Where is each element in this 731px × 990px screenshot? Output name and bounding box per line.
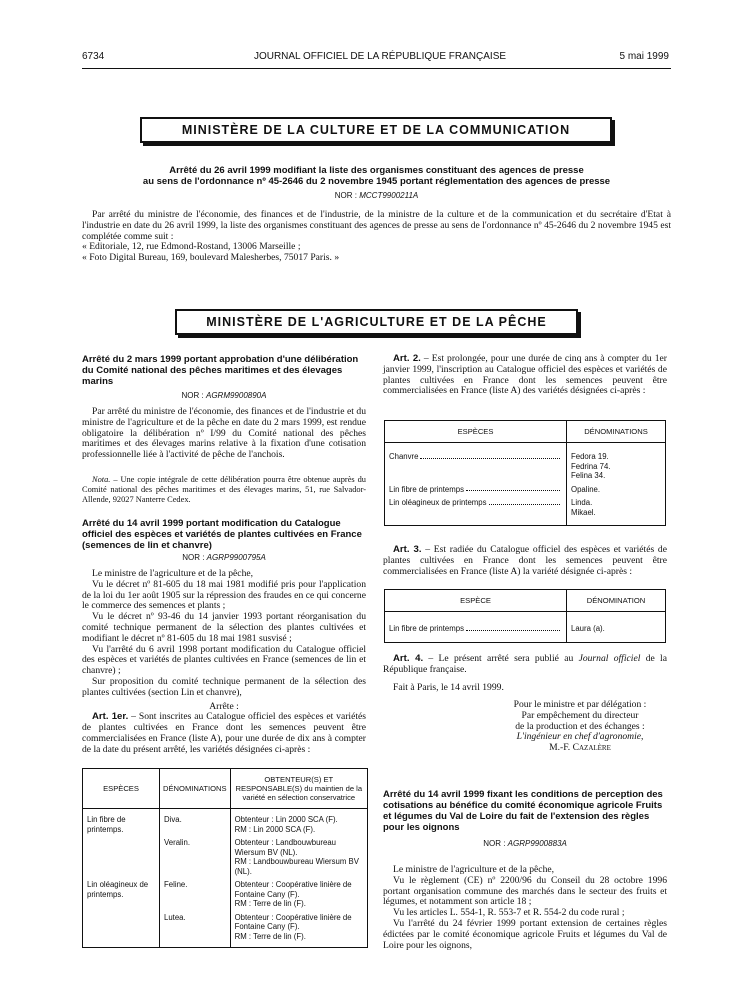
agri-paragraph: Sur proposition du comité technique permanent de la sélection des plantes cultivées (section Lin et chanvre), <box>82 675 366 698</box>
agri-article2-nor <box>82 553 366 562</box>
nor-code: MCCT9900211A <box>359 191 419 200</box>
art4-body: Art. 4. – Le présent arrêté sera publié au Journal officiel de la République française. Fait à Paris, le 14 avril 1999. <box>383 653 667 693</box>
nota-text: – Une copie intégrale de cette délibération pourra être obtenue auprès du Comité national des pêches maritimes et des élevages marins, 51, rue Salvador-Allende, 92027 Nanterre Cedex. <box>82 475 366 504</box>
article-label: Art. 4. <box>393 653 424 664</box>
agri-article2-title: Arrêté du 14 avril 1999 portant modification du Catalogue officiel des espèces et variétés de plantes cultivées en France (semences de lin et chanvre) <box>82 518 362 551</box>
col-header: ESPÈCES <box>83 769 160 809</box>
nor-label: NOR : <box>181 391 204 400</box>
ministry-culture-box: MINISTÈRE DE LA CULTURE ET DE LA COMMUNICATION <box>140 117 612 143</box>
table-cell: Linda. Mikael. <box>571 498 596 517</box>
table-cell: Lin fibre de printemps <box>385 482 567 496</box>
col-header: ESPÈCE <box>385 590 567 612</box>
agri-paragraph: Vu le décret nº 81-605 du 18 mai 1981 modifié pris pour l'application de la loi du 1er août 1905 sur la répression des fraudes en ce qui concerne le commerce des semences et plants ; <box>82 578 366 612</box>
article-label: Art. 3. <box>393 544 422 555</box>
nor-label: NOR : <box>334 191 357 200</box>
col-header: ESPÈCES <box>385 421 567 443</box>
agri-article1-title: Arrêté du 2 mars 1999 portant approbation d'une délibération du Comité national des pêches maritimes et des élevages marins <box>82 354 359 387</box>
agri-article1-nota <box>82 475 366 504</box>
agri-article3-nor <box>383 839 667 848</box>
art2-body <box>383 354 667 397</box>
culture-title-line2: au sens de l'ordonnance nº 45-2646 du 2 novembre 1945 portant réglementation des agences de presse <box>142 176 611 187</box>
nor-code: AGRP9900795A <box>206 553 266 562</box>
agri-paragraph: Vu le règlement (CE) nº 2200/96 du Conseil du 28 octobre 1996 portant organisation commune des marchés dans le secteur des fruits et légumes, et notamment son article 18 ; <box>383 874 667 908</box>
culture-article-title <box>82 165 671 187</box>
table-cell: Veralin. <box>160 835 231 877</box>
table-cell: Obtenteur : Coopérative linière de Fontaine Cany (F). RM : Terre de lin (F). <box>234 880 352 908</box>
nota-label: Nota. <box>92 475 111 484</box>
table-cell: Chanvre <box>385 443 567 482</box>
agri-paragraph: Le ministre de l'agriculture et de la pêche, <box>393 864 555 875</box>
agri-article2-body <box>82 569 366 756</box>
issue-date: 5 mai 1999 <box>619 51 669 62</box>
col-header: DÉNOMINATIONS <box>567 421 666 443</box>
culture-body <box>82 210 671 264</box>
agri-paragraph: Vu l'arrêté du 6 avril 1998 portant modification du Catalogue officiel des espèces et variétés de plantes cultivées en France (semences de lin et chanvre) ; <box>82 643 366 677</box>
table-cell: Lutea. <box>160 910 231 948</box>
agri-paragraph: Vu les articles L. 554-1, R. 553-7 et R. 554-2 du code rural ; <box>393 907 625 919</box>
nor-label: NOR : <box>182 553 205 562</box>
nor-code: AGRM9900890A <box>205 391 267 400</box>
table-cell: Obtenteur : Coopérative linière de Fontaine Cany (F). RM : Terre de lin (F). <box>234 912 352 941</box>
arrete-label: Arrête : <box>209 700 239 712</box>
table-cell <box>83 835 160 877</box>
agri-paragraph: Vu le décret nº 93-46 du 14 janvier 1993 portant réorganisation du comité technique permanent de la sélection des plantes cultivées et modifiant le décret nº 81-605 du 18 mai 1981 susvisé ; <box>82 611 366 644</box>
journal-title: JOURNAL OFFICIEL DE LA RÉPUBLIQUE FRANÇAISE <box>253 51 507 62</box>
culture-nor <box>82 191 671 200</box>
ministry-agriculture-box: MINISTÈRE DE L'AGRICULTURE ET DE LA PÊCHE <box>175 309 578 335</box>
col-header: OBTENTEUR(S) ET RESPONSABLE(S) du maintien de la variété en sélection conservatrice <box>230 769 367 809</box>
agri-article3-body <box>383 865 667 951</box>
article-text: – Est prolongée, pour une durée de cinq ans à compter du 1er janvier 1999, l'inscription au Catalogue officiel des espèces et variétés de plantes cultivées en France dont les semences peuvent être commercialisées en France (liste A) des variétés désignées ci-après : <box>383 353 667 397</box>
table-cell: Obtenteur : Lin 2000 SCA (F). RM : Lin 2000 SCA (F). <box>234 815 338 834</box>
agri-article1-body <box>82 407 366 461</box>
article-label: Art. 1er. <box>92 711 129 723</box>
nor-code: AGRP9900883A <box>507 839 567 848</box>
header-rule <box>82 68 671 69</box>
table-cell: Lin oléagineux de printemps <box>385 495 567 526</box>
table-cell: Laura (a). <box>571 624 605 633</box>
signatory: M.-F. Cazalère <box>549 742 611 754</box>
agri-paragraph: Vu l'arrêté du 24 février 1999 portant extension de certaines règles édictées par le comité économique agricole Fruits et légumes du Val de Loire pour les oignons, <box>383 917 667 951</box>
nor-label: NOR : <box>483 839 506 848</box>
table-cell: Feline. <box>160 877 231 910</box>
table-cell: Fedora 19. Fedrina 74. Felina 34. <box>571 452 611 480</box>
table-cell: Lin fibre de printemps <box>385 612 567 643</box>
agri-article3-title: Arrêté du 14 avril 1999 fixant les conditions de perception des cotisations au bénéfice du comité économique agricole Fruits et légumes du Val de Loire du fait de l'extension des règles pour les oignons <box>383 789 663 833</box>
varieties-table <box>82 768 368 948</box>
article-label: Art. 2. <box>393 353 421 364</box>
article-text: – Est radiée du Catalogue officiel des espèces et variétés de plantes cultivées en France dont les semences peuvent être commercialisées en France (liste A) la variété désignée ci-après : <box>383 544 667 577</box>
agri-article1-paragraph: Par arrêté du ministre de l'économie, des finances et de l'industrie et du ministre de l'agriculture et de la pêche en date du 2 mars 1999, est rendue obligatoire la délibération nº I/99 du Comité national des pêches maritimes et des élevages marins relative à la fixation d'une cotisation professionnelle liée à l'activité de pêche de l'anchois. <box>82 406 366 461</box>
agri-article1-nor <box>82 391 366 400</box>
col-header: DÉNOMINATION <box>567 590 666 612</box>
prolonged-table <box>384 420 666 526</box>
culture-item: « Foto Digital Bureau, 169, boulevard Malesherbes, 75017 Paris. » <box>82 252 340 264</box>
culture-item: « Editoriale, 12, rue Edmond-Rostand, 13006 Marseille ; <box>82 241 301 253</box>
culture-paragraph: Par arrêté du ministre de l'économie, des finances et de l'industrie, de la ministre de la culture et de la communication et du secrétaire d'Etat à l'industrie en date du 26 avril 1999, la liste des organismes constituant des agences de presse au sens de l'ordonnance nº 45-2646 du 2 novembre 1945 est complétée comme suit : <box>82 209 671 242</box>
page-number: 6734 <box>82 51 105 62</box>
table-cell <box>83 910 160 948</box>
table-cell: Diva. <box>160 809 231 836</box>
article-text: – Sont inscrites au Catalogue officiel des espèces et variétés de plantes cultivées en France dont les semences peuvent être commercialisées en France (liste A), pour une durée de dix ans à compter de la date du présent arrêté, les variétés désignées ci-après : <box>82 711 366 755</box>
table-cell: Opaline. <box>571 484 601 494</box>
table-cell: Lin fibre de printemps. <box>83 809 160 836</box>
agri-paragraph: Le ministre de l'agriculture et de la pêche, <box>92 568 254 579</box>
culture-title-line1: Arrêté du 26 avril 1999 modifiant la liste des organismes constituant des agences de presse <box>169 165 584 176</box>
journal-name: Journal officiel <box>578 653 641 664</box>
table-cell: Obtenteur : Landbouwbureau Wiersum BV (NL). RM : Landbouwbureau Wiersum BV (NL). <box>234 838 359 876</box>
removed-table <box>384 589 666 643</box>
table-cell: Lin oléagineux de printemps. <box>83 877 160 910</box>
signature-block: Pour le ministre et par délégation : Par empêchement du directeur de la production et des échanges : L'ingénieur en chef d'agronomie, M.-F. Cazalère <box>490 700 670 754</box>
signing-place-date: Fait à Paris, le 14 avril 1999. <box>393 681 504 693</box>
art3-body <box>383 545 667 577</box>
col-header: DÉNOMINATIONS <box>160 769 231 809</box>
